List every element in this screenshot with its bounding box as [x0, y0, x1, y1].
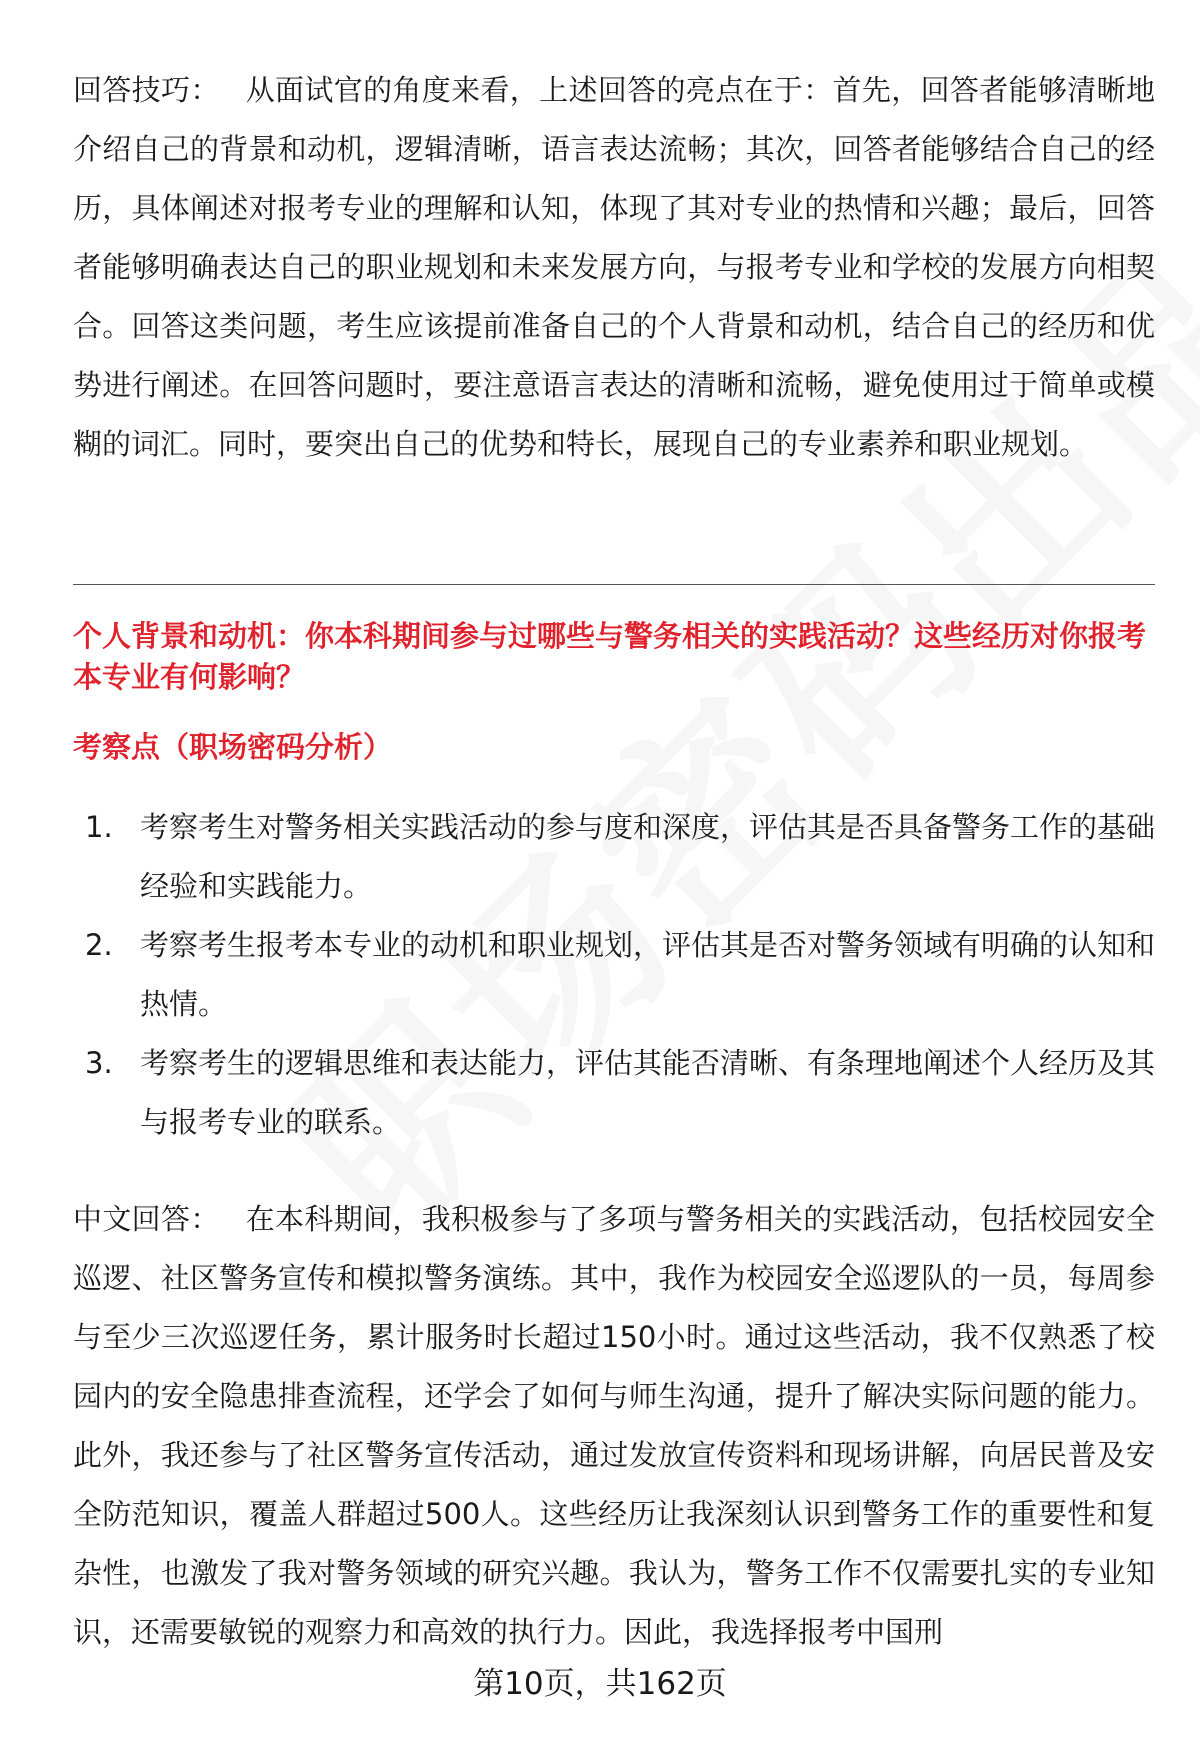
list-item-text: 考察考生的逻辑思维和表达能力，评估其能否清晰、有条理地阐述个人经历及其与报考专业的联系。: [140, 1046, 1156, 1139]
list-item: [73, 916, 1155, 1034]
list-item: [73, 1034, 1155, 1152]
list-item-number: 1.: [85, 810, 113, 844]
interview-question: 个人背景和动机：你本科期间参与过哪些与警务相关的实践活动？这些经历对你报考本专业有何影响？: [73, 619, 1147, 694]
list-item: [73, 798, 1155, 916]
answer-label: 中文回答：: [73, 1202, 220, 1236]
assessment-points-list: [73, 798, 1155, 1152]
chinese-answer-paragraph: [73, 1190, 1155, 1662]
list-item-number: 2.: [85, 928, 113, 962]
answer-text: 在本科期间，我积极参与了多项与警务相关的实践活动，包括校园安全巡逻、社区警务宣传和模拟警务演练。其中，我作为校园安全巡逻队的一员，每周参与至少三次巡逻任务，累计服务时长超过150小时。通过这些活动，我不仅熟悉了校园内的安全隐患排查流程，还学会了如何与师生沟通，提升了解决实际问题的能力。此外，我还参与了社区警务宣传活动，通过发放宣传资料和现场讲解，向居民普及安全防范知识，覆盖人群超过500人。这些经历让我深刻认识到警务工作的重要性和复杂性，也激发了我对警务领域的研究兴趣。我认为，警务工作不仅需要扎实的专业知识，还需要敏锐的观察力和高效的执行力。因此，我选择报考中国刑: [73, 1202, 1155, 1649]
list-item-text: 考察考生对警务相关实践活动的参与度和深度，评估其是否具备警务工作的基础经验和实践能力。: [140, 810, 1156, 903]
section-title: 考察点（职场密码分析）: [73, 730, 393, 764]
tip-text: 从面试官的角度来看，上述回答的亮点在于：首先，回答者能够清晰地介绍自己的背景和动机，逻辑清晰，语言表达流畅；其次，回答者能够结合自己的经历，具体阐述对报考专业的理解和认知，体现了其对专业的热情和兴趣；最后，回答者能够明确表达自己的职业规划和未来发展方向，与报考专业和学校的发展方向相契合。回答这类问题，考生应该提前准备自己的个人背景和动机，结合自己的经历和优势进行阐述。在回答问题时，要注意语言表达的清晰和流畅，避免使用过于简单或模糊的词汇。同时，要突出自己的优势和特长，展现自己的专业素养和职业规划。: [73, 73, 1155, 461]
answer-tip-paragraph: [73, 61, 1155, 474]
section-divider: [73, 584, 1155, 585]
tip-label: 回答技巧：: [73, 73, 220, 107]
page-number-footer: 第10页，共162页: [473, 1666, 727, 1702]
list-item-text: 考察考生报考本专业的动机和职业规划，评估其是否对警务领域有明确的认知和热情。: [140, 928, 1156, 1021]
list-item-number: 3.: [85, 1046, 113, 1080]
